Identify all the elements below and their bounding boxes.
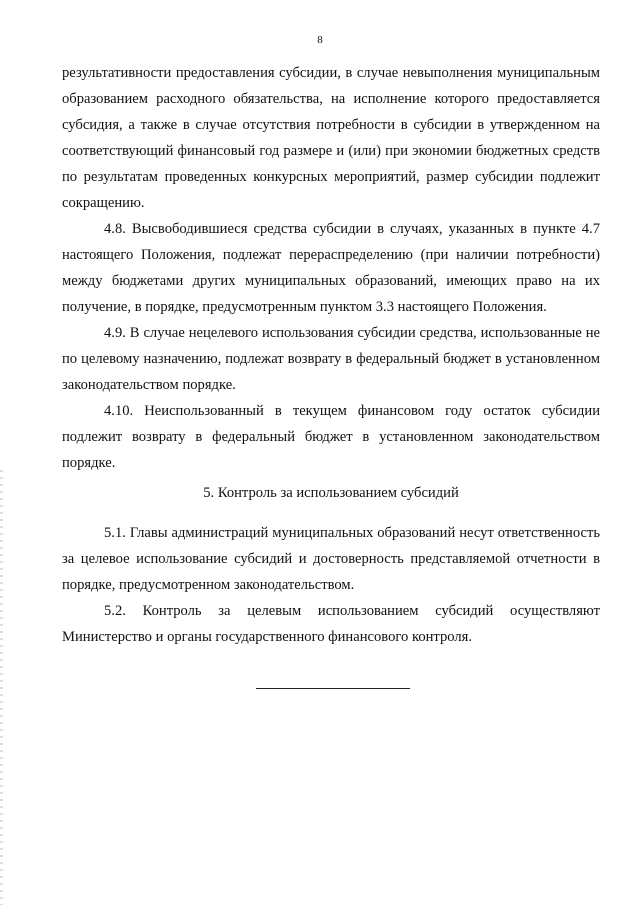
paragraph-4-10: 4.10. Неиспользованный в текущем финансовом году остаток субсидии подлежит возврату в федеральный бюджет в установленном законодательством порядке. <box>62 403 600 471</box>
end-of-document-rule <box>256 688 410 689</box>
page-number: 8 <box>317 34 323 46</box>
paragraph-5-2: 5.2. Контроль за целевым использованием субсидий осуществляют Министерство и органы государственного финансового контроля. <box>62 603 600 645</box>
section-5-heading: 5. Контроль за использованием субсидий <box>203 485 459 501</box>
paragraph-4-9: 4.9. В случае нецелевого использования субсидии средства, использованные не по целевому назначению, подлежат возврату в федеральный бюджет в установленном законодательством порядке. <box>62 325 600 393</box>
paragraph-4-8: 4.8. Высвободившиеся средства субсидии в случаях, указанных в пункте 4.7 настоящего Положения, подлежат перераспределению (при наличии потребности) между бюджетами других муниципальных образований, имеющих право на их получение, в порядке, предусмотренным пунктом 3.3 настоящего Положения. <box>62 221 600 315</box>
document-body <box>62 60 600 650</box>
paragraph-continuation: результативности предоставления субсидии, в случае невыполнения муниципальным образованием расходного обязательства, на исполнение которого предоставляется субсидия, а также в случае отсутствия потребности в субсидии в утвержденном на соответствующий финансовый год размере и (или) при экономии бюджетных средств по результатам проведенных конкурсных мероприятий, размер субсидии подлежит сокращению. <box>62 65 600 211</box>
paragraph-5-1: 5.1. Главы администраций муниципальных образований несут ответственность за целевое использование субсидий и достоверность представляемой отчетности в порядке, предусмотренном законодательством. <box>62 525 600 593</box>
scan-edge-artifact <box>0 470 3 905</box>
